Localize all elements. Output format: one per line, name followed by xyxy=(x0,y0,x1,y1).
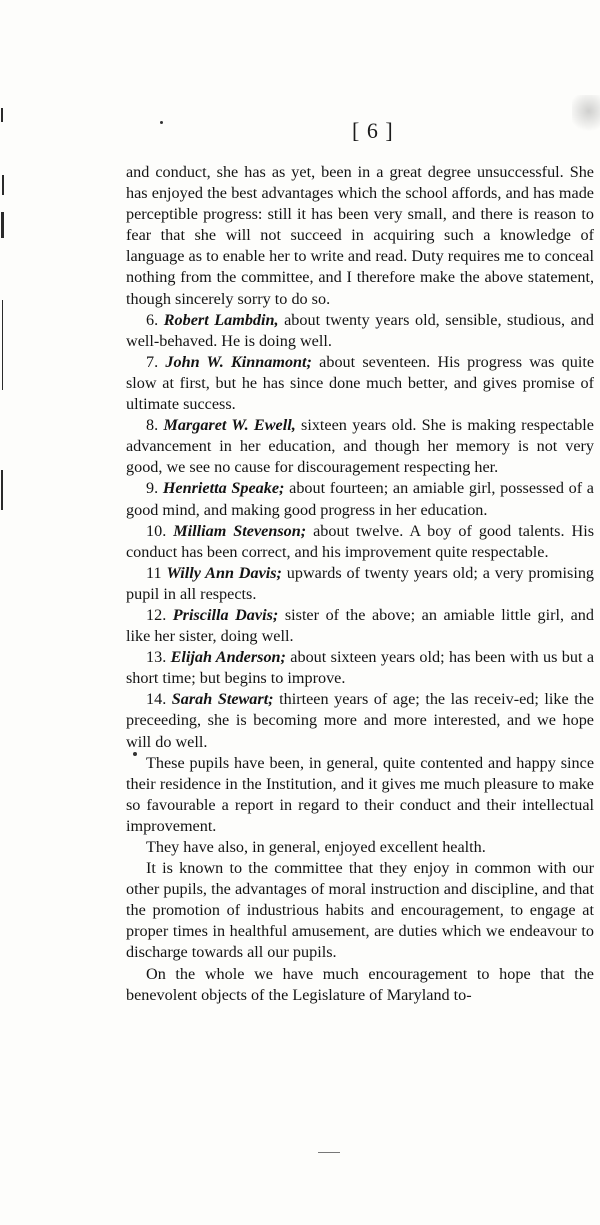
body-text xyxy=(126,162,594,1006)
pupil-entry xyxy=(126,689,594,752)
paragraph xyxy=(126,837,594,858)
binding-mark xyxy=(1,470,3,510)
entry-number: 9. xyxy=(146,479,159,498)
page-mark xyxy=(318,1152,340,1153)
binding-edge xyxy=(0,0,10,1225)
binding-mark xyxy=(1,212,4,238)
entry-number: 14. xyxy=(146,690,167,709)
binding-mark xyxy=(1,108,3,122)
page-noise xyxy=(572,95,600,135)
entry-text: about fourteen; an amiable girl, possessed of a good mind, and making good progress in her education. xyxy=(126,479,594,519)
page-number: [ 6 ] xyxy=(352,118,394,143)
pupil-entry xyxy=(126,605,594,647)
paragraph xyxy=(126,753,594,837)
pupil-name: Willy Ann Davis; xyxy=(166,563,282,582)
pupil-entry xyxy=(126,647,594,689)
pupil-entry xyxy=(126,415,594,478)
pupil-entry xyxy=(126,563,594,605)
pupil-name: John W. Kinnamont; xyxy=(165,352,312,371)
paragraph-text: On the whole we have much encouragement to hope that the benevolent objects of the Legislature of Maryland to- xyxy=(126,964,594,1004)
pupil-entry xyxy=(126,478,594,520)
paragraph xyxy=(126,964,594,1006)
entry-text: about seventeen. His progress was quite slow at first, but he has since done much better, and gives promise of ultimate success. xyxy=(126,352,595,414)
pupil-entry xyxy=(126,352,594,415)
entry-text: about sixteen years old; has been with us but a short time; but begins to improve. xyxy=(126,648,595,688)
entry-text: upwards of twenty years old; a very promising pupil in all respects. xyxy=(126,563,595,603)
entry-number: 8. xyxy=(146,416,159,435)
paragraph xyxy=(126,858,594,963)
entry-number: 13. xyxy=(146,648,167,667)
entry-text: sixteen years old. She is making respectable advancement in her education, and though her memory is not very good, we see no cause for discouragement respecting her. xyxy=(126,416,594,477)
entry-text: sister of the above; an amiable little girl, and like her sister, doing well. xyxy=(126,605,594,646)
entry-number: 12. xyxy=(146,605,167,624)
entry-text: about twenty years old, sensible, studious, and well-behaved. He is doing well. xyxy=(126,310,595,350)
paragraph-text: They have also, in general, enjoyed excellent health. xyxy=(146,838,486,856)
paragraph xyxy=(126,162,594,310)
paragraph-text: It is known to the committee that they enjoy in common with our other pupils, the advantages of moral instruction and discipline, and that the promotion of industrious habits and encouragement, to engage at proper times in healthful amusement, are duties which we endeavour to discharge towards all our pupils. xyxy=(126,859,594,962)
pupil-name: Margaret W. Ewell, xyxy=(163,416,296,435)
binding-mark xyxy=(2,300,3,390)
entry-number: 7. xyxy=(146,352,159,371)
pupil-name: Priscilla Davis; xyxy=(172,605,279,624)
entry-number: 6. xyxy=(146,310,159,329)
pupil-name: Elijah Anderson; xyxy=(170,648,286,667)
paragraph-text: These pupils have been, in general, quite contented and happy since their residence in the Institution, and it gives me much pleasure to make so favourable a report in regard to their conduct and their intellectual improvement. xyxy=(126,753,594,835)
entry-number: 11 xyxy=(146,563,162,582)
pupil-name: Robert Lambdin, xyxy=(163,310,279,329)
pupil-entry xyxy=(126,310,594,352)
entry-text: about twelve. A boy of good talents. His conduct has been correct, and his improvement quite respectable. xyxy=(126,521,594,561)
ink-speck xyxy=(160,121,163,124)
pupil-name: Sarah Stewart; xyxy=(171,690,274,709)
pupil-name: Milliam Stevenson; xyxy=(173,521,307,540)
pupil-entry xyxy=(126,521,594,563)
entry-number: 10. xyxy=(146,521,167,540)
entry-text: thirteen years of age; the las receiv-ed; like the preceeding, she is becoming more and more interested, and we hope will do well. xyxy=(126,690,594,751)
paragraph-text: and conduct, she has as yet, been in a great degree unsuccessful. She has enjoyed the best advantages which the school affords, and has made perceptible progress: still it has been very small, and there is reason to fear that she will not succeed in acquiring such a knowledge of language as to enable her to write and read. Duty requires me to conceal nothing from the committee, and I therefore make the above statement, though sincerely sorry to do so. xyxy=(126,163,594,308)
pupil-name: Henrietta Speake; xyxy=(162,479,285,498)
binding-mark xyxy=(2,175,4,195)
